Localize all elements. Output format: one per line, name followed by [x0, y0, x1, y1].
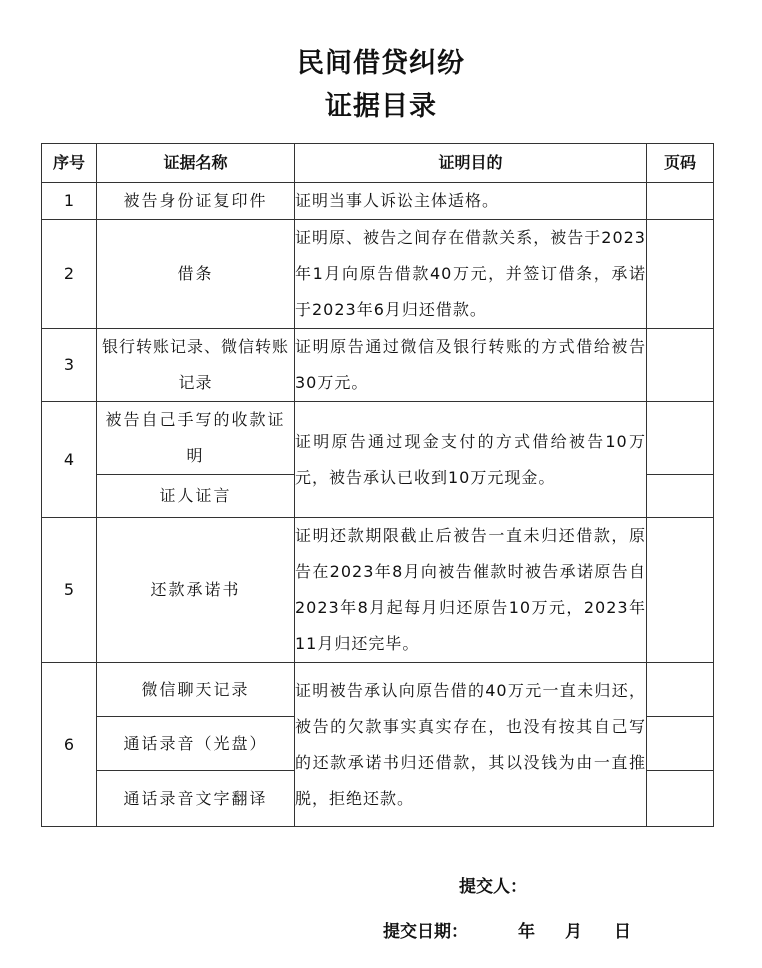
row-seq: 4 [42, 402, 97, 518]
table-row [42, 518, 714, 663]
page-cell [647, 475, 714, 518]
page-cell [647, 771, 714, 827]
submitter-label: 提交人： [459, 877, 527, 897]
evidence-purpose: 证明当事人诉讼主体适格。 [295, 183, 647, 220]
header-name: 证据名称 [97, 144, 295, 183]
page-cell [647, 518, 714, 663]
evidence-purpose: 证明还款期限截止后被告一直未归还借款，原告在2023年8月向被告催款时被告承诺原告自2023年8月起每月归还原告10万元，2023年11月归还完毕。 [295, 518, 647, 663]
evidence-name: 证人证言 [97, 475, 295, 518]
document-title: 民间借贷纠纷 [297, 48, 465, 79]
page-cell [647, 402, 714, 475]
evidence-name: 还款承诺书 [97, 518, 295, 663]
table-row [42, 183, 714, 220]
row-seq: 2 [42, 220, 97, 329]
evidence-name: 借条 [97, 220, 295, 329]
date-month-label: 月 [565, 922, 582, 942]
evidence-name: 被告身份证复印件 [97, 183, 295, 220]
evidence-name: 通话录音文字翻译 [97, 771, 295, 827]
evidence-table [41, 143, 714, 827]
date-day-label: 日 [614, 922, 631, 942]
page-cell [647, 220, 714, 329]
row-seq: 5 [42, 518, 97, 663]
date-year-label: 年 [518, 922, 535, 942]
table-row [42, 402, 714, 475]
row-seq: 3 [42, 329, 97, 402]
evidence-name: 通话录音（光盘） [97, 717, 295, 771]
table-header-row [42, 144, 714, 183]
page-cell [647, 183, 714, 220]
row-seq: 6 [42, 663, 97, 827]
row-seq: 1 [42, 183, 97, 220]
document-subtitle: 证据目录 [325, 91, 437, 122]
page-cell [647, 663, 714, 717]
page-cell [647, 329, 714, 402]
evidence-purpose: 证明原告通过微信及银行转账的方式借给被告30万元。 [295, 329, 647, 402]
header-page: 页码 [647, 144, 714, 183]
evidence-name: 微信聊天记录 [97, 663, 295, 717]
table-row [42, 663, 714, 717]
evidence-purpose: 证明原、被告之间存在借款关系，被告于2023年1月向原告借款40万元，并签订借条，承诺于2023年6月归还借款。 [295, 220, 647, 329]
evidence-purpose: 证明原告通过现金支付的方式借给被告10万元，被告承认已收到10万元现金。 [295, 402, 647, 518]
table-row [42, 329, 714, 402]
submit-date-label: 提交日期： [383, 922, 468, 942]
table-row [42, 220, 714, 329]
header-seq: 序号 [42, 144, 97, 183]
header-purpose: 证明目的 [295, 144, 647, 183]
evidence-name: 银行转账记录、微信转账记录 [97, 329, 295, 402]
page-cell [647, 717, 714, 771]
evidence-name: 被告自己手写的收款证明 [97, 402, 295, 475]
evidence-purpose: 证明被告承认向原告借的40万元一直未归还，被告的欠款事实真实存在，也没有按其自己写的还款承诺书归还借款，其以没钱为由一直推脱，拒绝还款。 [295, 663, 647, 827]
